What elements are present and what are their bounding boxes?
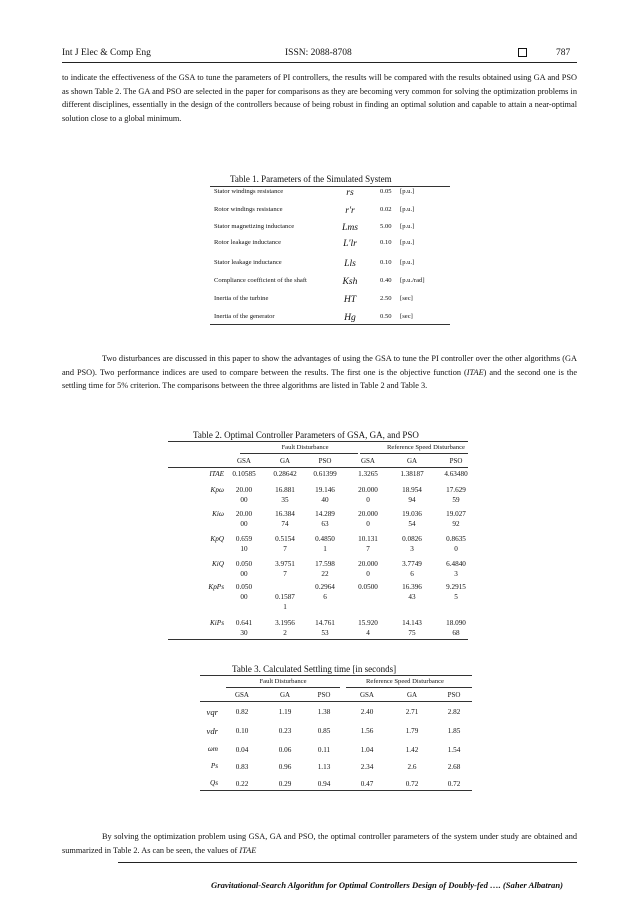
issn: ISSN: 2088-8708 xyxy=(285,48,352,58)
table2-cell: 19.036 xyxy=(402,510,422,518)
table2-cell: 63 xyxy=(321,520,329,528)
table2-cell: 16.384 xyxy=(275,510,295,518)
table1-param-symbol: rs xyxy=(346,187,354,198)
paragraph-3-itae: ITAE xyxy=(239,845,257,855)
table2-col-header: GSA xyxy=(360,457,375,465)
table3-col-header: GA xyxy=(279,691,291,699)
table3-cell: 1.85 xyxy=(447,727,461,735)
table1-param-name: Inertia of the generator xyxy=(214,313,275,320)
table3-cell: 1.38 xyxy=(317,708,331,716)
table1-param-unit: [p.u.] xyxy=(400,188,415,195)
table2-cell: 0.641 xyxy=(235,619,253,627)
table3-row-label: ωm xyxy=(207,745,218,753)
table1-param-symbol: Hg xyxy=(344,312,356,323)
table2-row-label: Kpω xyxy=(210,486,224,494)
table3-cell: 1.19 xyxy=(278,708,292,716)
paragraph-3-text: By solving the optimization problem using GSA, GA and PSO, the optimal controller parameters of the system under study are obtained and summarized in Table 2. As can be seen, the values of xyxy=(62,832,577,855)
table2-cell: 00 xyxy=(240,496,248,504)
checkbox-icon xyxy=(518,48,527,58)
table2-row-label: KpQ xyxy=(210,535,224,543)
table2-bottom-rule xyxy=(168,639,468,640)
table2-cell: 43 xyxy=(408,593,416,601)
table2-cell: 00 xyxy=(240,570,248,578)
table1-param-value: 0.02 xyxy=(380,206,392,213)
table1-param-value: 0.40 xyxy=(380,277,392,284)
table2-cell: 22 xyxy=(321,570,329,578)
table2-cell: 59 xyxy=(452,496,460,504)
table1-param-value: 5.00 xyxy=(380,223,392,230)
table2-cell: 19.146 xyxy=(315,486,335,494)
table2-cell: 18.954 xyxy=(402,486,422,494)
table2-cell: 7 xyxy=(366,545,370,553)
table2-cell: 16.881 xyxy=(275,486,295,494)
table3-cell: 1.54 xyxy=(447,746,461,754)
table3-row-label: vqr xyxy=(206,707,218,717)
table1-param-symbol: HT xyxy=(343,294,357,305)
table1-param-unit: [sec] xyxy=(400,295,413,302)
table3-col-header: GA xyxy=(406,691,418,699)
table2-group-reference: Reference Speed Disturbance xyxy=(387,444,465,451)
table2-cell: 1 xyxy=(283,603,287,611)
table1-param-value: 0.50 xyxy=(380,313,392,320)
table1-param-unit: [sec] xyxy=(400,313,413,320)
table1 xyxy=(210,186,450,326)
table1-param-unit: [p.u.] xyxy=(400,239,415,246)
table2-group-rule-2 xyxy=(360,453,468,454)
table2-cell: 0.2964 xyxy=(315,583,335,591)
table2-cell: 0.10585 xyxy=(232,470,256,478)
table2-cell: 0.8635 xyxy=(446,535,466,543)
table1-param-name: Inertia of the turbine xyxy=(214,295,269,302)
table1-param-unit: [p.u.] xyxy=(400,259,415,266)
table3-cell: 2.82 xyxy=(447,708,461,716)
table2-cell: 0.050 xyxy=(235,560,253,568)
table1-param-name: Rotor leakage inductance xyxy=(214,239,282,246)
table2-cell: 1.38187 xyxy=(400,470,424,478)
table3-cell: 2.34 xyxy=(360,763,374,771)
table2-cell: 94 xyxy=(408,496,416,504)
table2-cell: 5 xyxy=(454,593,458,601)
table2-row-label: KiPs xyxy=(210,619,224,627)
table3-cell: 0.85 xyxy=(317,727,331,735)
footer-rule xyxy=(118,862,577,863)
table1-param-value: 0.10 xyxy=(380,239,392,246)
table2-cell: 6.4840 xyxy=(446,560,466,568)
table3-group-fault: Fault Disturbance xyxy=(259,678,307,685)
table2-cell: 0.050 xyxy=(235,583,253,591)
table2-row-label: KpPs xyxy=(208,583,224,591)
table2-col-header: GSA xyxy=(236,457,251,465)
table2-cell: 0 xyxy=(454,545,458,553)
table2-cell: 54 xyxy=(408,520,416,528)
table2-cell: 3.7749 xyxy=(402,560,422,568)
table2-cell: 6 xyxy=(410,570,414,578)
paragraph-1-text: to indicate the effectiveness of the GSA to tune the parameters of PI controllers, the results will be compared with the results obtained using GA and PSO as shown Table 2. The GA and PSO are selected in the paper for comparisons as they are becoming very common for solving the optimization problems in different disciplines, essentially in the design of the controllers because of being robust in finding an optimal solution and capable to attain a near-optimal solution close to a global minimum. xyxy=(62,73,577,123)
table2-cell: 0.61399 xyxy=(313,470,337,478)
table2-cell: 20.000 xyxy=(358,560,378,568)
paragraph-3 xyxy=(62,830,577,857)
paragraph-1 xyxy=(62,71,577,125)
table2-cell: 0 xyxy=(366,520,370,528)
paragraph-2 xyxy=(62,352,577,393)
table2-cell: 10.131 xyxy=(358,535,378,543)
table1-param-unit: [p.u.] xyxy=(400,223,415,230)
table3-cell: 0.83 xyxy=(235,763,249,771)
table2-row-label: Kiω xyxy=(212,510,224,518)
table2-cell: 7 xyxy=(283,570,287,578)
table2-cell: 0 xyxy=(366,496,370,504)
table3-col-header: GSA xyxy=(359,691,374,699)
table2-cell: 20.000 xyxy=(358,510,378,518)
table3-cell: 0.22 xyxy=(235,780,249,788)
table3-cell: 0.72 xyxy=(447,780,461,788)
table1-param-name: Stator windings resistance xyxy=(214,188,284,195)
table2-group-fault: Fault Disturbance xyxy=(281,444,329,451)
table3-group-rule-2 xyxy=(346,687,472,688)
table2-cell: 0.4850 xyxy=(315,535,335,543)
paragraph-2-text-a: Two disturbances are discussed in this paper to show the advantages of using the GSA to tune the PI controller over the other algorithms (GA and PSO). Two performance indices are used to compare between the results. The first one is the objective function ( xyxy=(62,354,577,377)
table3-cell: 1.42 xyxy=(405,746,419,754)
table2-cell: 3.9751 xyxy=(275,560,295,568)
table1-param-symbol: L'lr xyxy=(343,238,357,249)
table2-cell: 3 xyxy=(410,545,414,553)
table2-row-label: KiQ xyxy=(212,560,224,568)
table3-col-header: GSA xyxy=(234,691,249,699)
table2-cell: 0.0826 xyxy=(402,535,422,543)
table1-param-value: 2.50 xyxy=(380,295,392,302)
table2-cell: 17.629 xyxy=(446,486,466,494)
table2-cell: 18.090 xyxy=(446,619,466,627)
table2-cell: 10 xyxy=(240,545,248,553)
table3-cell: 0.10 xyxy=(235,727,249,735)
table2-cell: 1.3265 xyxy=(358,470,378,478)
table3-cell: 0.04 xyxy=(235,746,249,754)
table1-param-value: 0.10 xyxy=(380,259,392,266)
table3-header-rule xyxy=(200,701,472,702)
table1-param-symbol: Lls xyxy=(344,258,356,269)
table3-cell: 2.40 xyxy=(360,708,374,716)
table3-cell: 0.72 xyxy=(405,780,419,788)
table2-cell: 4 xyxy=(366,629,370,637)
table1-param-value: 0.05 xyxy=(380,188,392,195)
table2-cell: 20.00 xyxy=(235,510,253,518)
table3-cell: 2.68 xyxy=(447,763,461,771)
table2-cell: 20.000 xyxy=(358,486,378,494)
table2-row-label: ITAE xyxy=(209,470,224,478)
table2-cell: 14.289 xyxy=(315,510,335,518)
paragraph-2-itae: ITAE xyxy=(466,367,484,377)
table3-cell: 0.47 xyxy=(360,780,374,788)
table2-cell: 74 xyxy=(281,520,289,528)
table1-param-symbol: Lms xyxy=(342,222,358,233)
table3-row-label: vdr xyxy=(206,726,218,736)
table2-cell: 75 xyxy=(408,629,416,637)
table1-param-name: Stator leakage inductance xyxy=(214,259,282,266)
table2-cell: 14.143 xyxy=(402,619,422,627)
journal-name: Int J Elec & Comp Eng xyxy=(62,48,151,58)
table3-cell: 2.71 xyxy=(405,708,419,716)
table1-caption: Table 1. Parameters of the Simulated System xyxy=(230,174,392,184)
table2-cell: 0.1587 xyxy=(275,593,295,601)
table3-cell: 0.06 xyxy=(278,746,292,754)
table3-cell: 0.29 xyxy=(278,780,292,788)
table3-cell: 1.04 xyxy=(360,746,374,754)
table1-top-rule xyxy=(210,186,450,187)
table2-cell: 0.0500 xyxy=(358,583,378,591)
table1-param-name: Rotor windings resistance xyxy=(214,206,283,213)
table2-col-header: PSO xyxy=(318,457,332,465)
table2-cell: 68 xyxy=(452,629,460,637)
table2-col-header: GA xyxy=(279,457,291,465)
paragraph-2-text-b: ) and the second one is the settling time for 5% criterion. The comparisons between the three algorithms are listed in Table 2 and Table 3. xyxy=(62,367,578,391)
table2-cell: 0 xyxy=(366,570,370,578)
table3-cell: 2.6 xyxy=(407,763,417,771)
table3-row-label: Qs xyxy=(210,779,218,787)
table2-cell: 3 xyxy=(454,570,458,578)
table3-cell: 0.23 xyxy=(278,727,292,735)
table1-bottom-rule xyxy=(210,324,450,325)
table2-cell: 2 xyxy=(283,629,287,637)
table3-cell: 0.82 xyxy=(235,708,249,716)
table2-cell: 0.659 xyxy=(235,535,253,543)
table2-cell: 15.920 xyxy=(358,619,378,627)
table2-caption: Table 2. Optimal Controller Parameters of GSA, GA, and PSO xyxy=(193,430,419,440)
table2-cell: 17.598 xyxy=(315,560,335,568)
table1-param-unit: [p.u.] xyxy=(400,206,415,213)
table2-cell: 20.00 xyxy=(235,486,253,494)
header-rule xyxy=(62,62,577,63)
table2-cell: 3.1956 xyxy=(275,619,295,627)
table3-cell: 1.79 xyxy=(405,727,419,735)
table2-cell: 9.2915 xyxy=(446,583,466,591)
table2-group-rule-1 xyxy=(240,453,358,454)
table3-cell: 0.11 xyxy=(317,746,331,754)
table2-cell: 4.63480 xyxy=(444,470,468,478)
table3-cell: 1.56 xyxy=(360,727,374,735)
table2-cell: 0.5154 xyxy=(275,535,295,543)
table3-cell: 1.13 xyxy=(317,763,331,771)
table3 xyxy=(200,675,472,787)
table2-cell: 30 xyxy=(240,629,248,637)
table3-col-header: PSO xyxy=(317,691,331,699)
page-number: 787 xyxy=(556,48,571,58)
table2-top-rule xyxy=(168,441,468,442)
table2-cell: 53 xyxy=(321,629,329,637)
table2-cell: 35 xyxy=(281,496,289,504)
table2-cell: 00 xyxy=(240,593,248,601)
running-title: Gravitational-Search Algorithm for Optimal Controllers Design of Doubly-fed …. (Saher Albatran) xyxy=(211,880,563,890)
table3-group-reference: Reference Speed Disturbance xyxy=(366,678,444,685)
table1-param-name: Compliance coefficient of the shaft xyxy=(214,277,307,284)
table2-col-header: PSO xyxy=(449,457,463,465)
table2-cell: 14.761 xyxy=(315,619,335,627)
table3-cell: 0.94 xyxy=(317,780,331,788)
table2-cell: 92 xyxy=(452,520,460,528)
table1-param-symbol: Ksh xyxy=(342,276,358,287)
table2-cell: 0.28642 xyxy=(273,470,297,478)
table2-cell: 7 xyxy=(283,545,287,553)
table3-group-rule-1 xyxy=(226,687,340,688)
table1-param-unit: [p.u./rad] xyxy=(400,277,425,284)
table2-cell: 1 xyxy=(323,545,327,553)
table2 xyxy=(168,441,468,641)
table2-cell: 6 xyxy=(323,593,327,601)
table1-param-name: Stator magnetizing inductance xyxy=(214,223,295,230)
table3-caption: Table 3. Calculated Settling time [in seconds] xyxy=(232,664,397,674)
table2-cell: 19.027 xyxy=(446,510,466,518)
table2-col-header: GA xyxy=(406,457,418,465)
table3-top-rule xyxy=(200,675,472,676)
table3-bottom-rule xyxy=(200,790,472,791)
table3-cell: 0.96 xyxy=(278,763,292,771)
table2-header-rule xyxy=(168,467,468,468)
table2-cell: 40 xyxy=(321,496,329,504)
table2-cell: 16.396 xyxy=(402,583,422,591)
table3-col-header: PSO xyxy=(447,691,461,699)
table2-cell: 00 xyxy=(240,520,248,528)
table3-row-label: Ps xyxy=(210,762,218,770)
table1-param-symbol: r'r xyxy=(345,205,355,216)
